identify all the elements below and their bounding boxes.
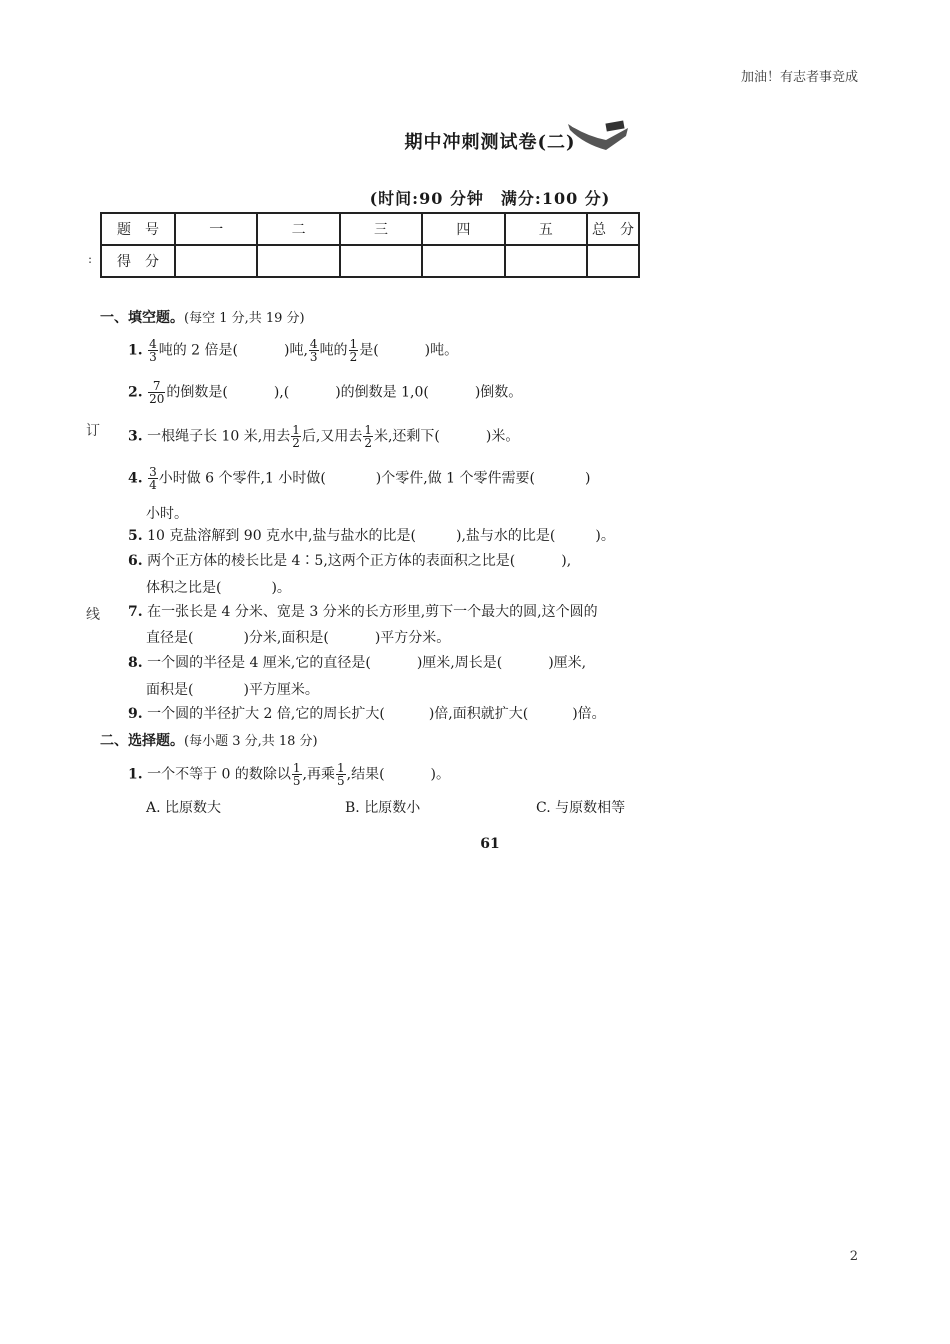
q-number: 3. xyxy=(128,428,143,445)
numerator: 1 xyxy=(349,337,358,351)
q-text: 一个圆的半径扩大 2 倍,它的周长扩大( xyxy=(147,706,385,722)
fraction xyxy=(291,424,301,449)
numerator: 7 xyxy=(148,380,165,393)
section-2-heading xyxy=(100,730,318,750)
col-5: 五 xyxy=(505,213,587,245)
score-table-score-row xyxy=(101,245,639,277)
denominator: 3 xyxy=(309,350,318,364)
book-icon xyxy=(566,118,630,152)
row-label-question: 题 号 xyxy=(101,213,175,245)
numerator: 1 xyxy=(292,761,301,775)
q-text: )倍。 xyxy=(572,706,606,722)
q-text: 在一张长是 4 分米、宽是 3 分米的长方形里,剪下一个最大的圆,这个圆的 xyxy=(147,604,598,620)
q-text: )的倒数是 1,0( xyxy=(335,384,429,401)
question-4-continued: 小时。 xyxy=(146,506,188,522)
q-text: 后,又用去 xyxy=(301,428,363,445)
fraction xyxy=(363,424,373,449)
q-text: )。 xyxy=(595,528,615,544)
q-number: 6. xyxy=(128,553,143,569)
denominator: 2 xyxy=(292,436,300,450)
fraction xyxy=(349,338,359,363)
q-text: )米。 xyxy=(485,428,520,445)
q-text: 一个不等于 0 的数除以 xyxy=(147,766,291,783)
question-5 xyxy=(128,526,615,546)
question-9 xyxy=(128,704,606,724)
col-total: 总 分 xyxy=(587,213,639,245)
q-text: 是( xyxy=(359,342,379,359)
question-6 xyxy=(128,551,571,571)
q-text: )平方厘米。 xyxy=(243,682,319,698)
q-number: 1. xyxy=(128,766,143,783)
q-text: )。 xyxy=(430,766,451,783)
q-text: )倍,面积就扩大( xyxy=(428,706,529,722)
q-text: ) xyxy=(584,470,591,487)
score-table xyxy=(100,212,640,278)
denominator: 2 xyxy=(364,436,372,450)
q-text: 直径是( xyxy=(146,630,194,646)
option-c[interactable]: C. 与原数相等 xyxy=(536,800,626,816)
denominator: 5 xyxy=(336,774,345,788)
margin-mark-1: 订 xyxy=(86,423,100,439)
question-8 xyxy=(128,653,586,673)
q-text: )厘米, xyxy=(548,655,587,671)
numerator: 1 xyxy=(292,423,300,437)
fraction xyxy=(148,380,165,405)
numerator: 3 xyxy=(149,465,157,479)
q-text: ),盐与水的比是( xyxy=(455,528,556,544)
q-text: ,结果( xyxy=(346,766,385,783)
choice-question-1 xyxy=(128,762,450,787)
q-number: 1. xyxy=(128,342,143,359)
q-text: )平方分米。 xyxy=(374,630,451,646)
q-text: ), xyxy=(561,553,572,569)
fraction xyxy=(336,762,346,787)
option-a[interactable]: A. 比原数大 xyxy=(146,800,222,816)
numerator: 4 xyxy=(309,337,318,351)
exam-subtitle: (时间:90 分钟 满分:100 分) xyxy=(369,189,611,208)
q-text: ),( xyxy=(273,384,290,401)
score-cell-1[interactable] xyxy=(175,245,257,277)
question-2 xyxy=(128,380,522,405)
page-title: 期中冲刺测试卷(二) xyxy=(404,132,576,153)
q-number: 7. xyxy=(128,604,143,620)
section-1-note: (每空 1 分,共 19 分) xyxy=(184,311,305,326)
q-text: 吨的 xyxy=(319,342,348,359)
option-b[interactable]: B. 比原数小 xyxy=(345,800,421,816)
question-6-continued xyxy=(146,577,291,597)
numerator: 1 xyxy=(336,761,345,775)
q-text: 体积之比是( xyxy=(146,580,222,596)
q-text: 米,还剩下( xyxy=(373,428,440,445)
q-text: )吨, xyxy=(284,342,308,359)
question-7-continued xyxy=(146,627,450,647)
col-4: 四 xyxy=(422,213,504,245)
q-text: )分米,面积是( xyxy=(243,630,329,646)
q-text: )吨。 xyxy=(424,342,459,359)
denominator: 5 xyxy=(292,774,301,788)
q-number: 8. xyxy=(128,655,143,671)
q-text: )。 xyxy=(271,580,291,596)
q-text: 一个圆的半径是 4 厘米,它的直径是( xyxy=(147,655,371,671)
question-4 xyxy=(128,466,590,491)
section-1-title: 一、填空题。 xyxy=(100,310,184,326)
q-number: 9. xyxy=(128,706,143,722)
score-cell-5[interactable] xyxy=(505,245,587,277)
section-2-title: 二、选择题。 xyxy=(100,733,184,749)
fraction xyxy=(292,762,302,787)
page-number: 2 xyxy=(849,1249,858,1264)
q-text: )厘米,周长是( xyxy=(416,655,503,671)
fraction xyxy=(309,338,319,363)
q-text: 面积是( xyxy=(146,682,194,698)
score-cell-3[interactable] xyxy=(340,245,422,277)
numerator: 4 xyxy=(149,337,157,351)
footer-page-number: 61 xyxy=(480,836,500,852)
margin-mark: : xyxy=(88,252,93,266)
q-number: 5. xyxy=(128,528,143,544)
question-1 xyxy=(128,338,458,363)
col-1: 一 xyxy=(175,213,257,245)
question-8-continued xyxy=(146,679,319,699)
q-text: )倒数。 xyxy=(474,384,523,401)
question-7 xyxy=(128,602,598,622)
q-text: 的倒数是( xyxy=(166,384,228,401)
denominator: 3 xyxy=(149,350,157,364)
q-text: 10 克盐溶解到 90 克水中,盐与盐水的比是( xyxy=(147,528,416,544)
q-text: 吨的 2 倍是( xyxy=(158,342,238,359)
section-2-note: (每小题 3 分,共 18 分) xyxy=(184,734,318,749)
col-2: 二 xyxy=(257,213,339,245)
fraction xyxy=(148,338,158,363)
denominator: 20 xyxy=(149,392,165,406)
row-label-score: 得 分 xyxy=(101,245,175,277)
score-table-header-row xyxy=(101,213,639,245)
q-text: 两个正方体的棱长比是 4∶5,这两个正方体的表面积之比是( xyxy=(147,553,516,569)
q-text: ,再乘 xyxy=(302,766,335,783)
score-cell-total[interactable] xyxy=(587,245,639,277)
fraction xyxy=(148,466,158,491)
q-text: 小时做 6 个零件,1 小时做( xyxy=(158,470,326,487)
col-3: 三 xyxy=(340,213,422,245)
q-text: )个零件,做 1 个零件需要( xyxy=(375,470,535,487)
q-number: 2. xyxy=(128,384,143,401)
question-3 xyxy=(128,424,519,449)
section-1-heading xyxy=(100,307,305,327)
q-text: 一根绳子长 10 米,用去 xyxy=(147,428,291,445)
score-cell-4[interactable] xyxy=(422,245,504,277)
header-note: 加油！有志者事竞成 xyxy=(740,70,858,85)
score-cell-2[interactable] xyxy=(257,245,339,277)
denominator: 2 xyxy=(349,350,358,364)
denominator: 4 xyxy=(149,478,157,492)
numerator: 1 xyxy=(364,423,372,437)
margin-mark-2: 线 xyxy=(86,607,100,623)
q-number: 4. xyxy=(128,470,143,487)
